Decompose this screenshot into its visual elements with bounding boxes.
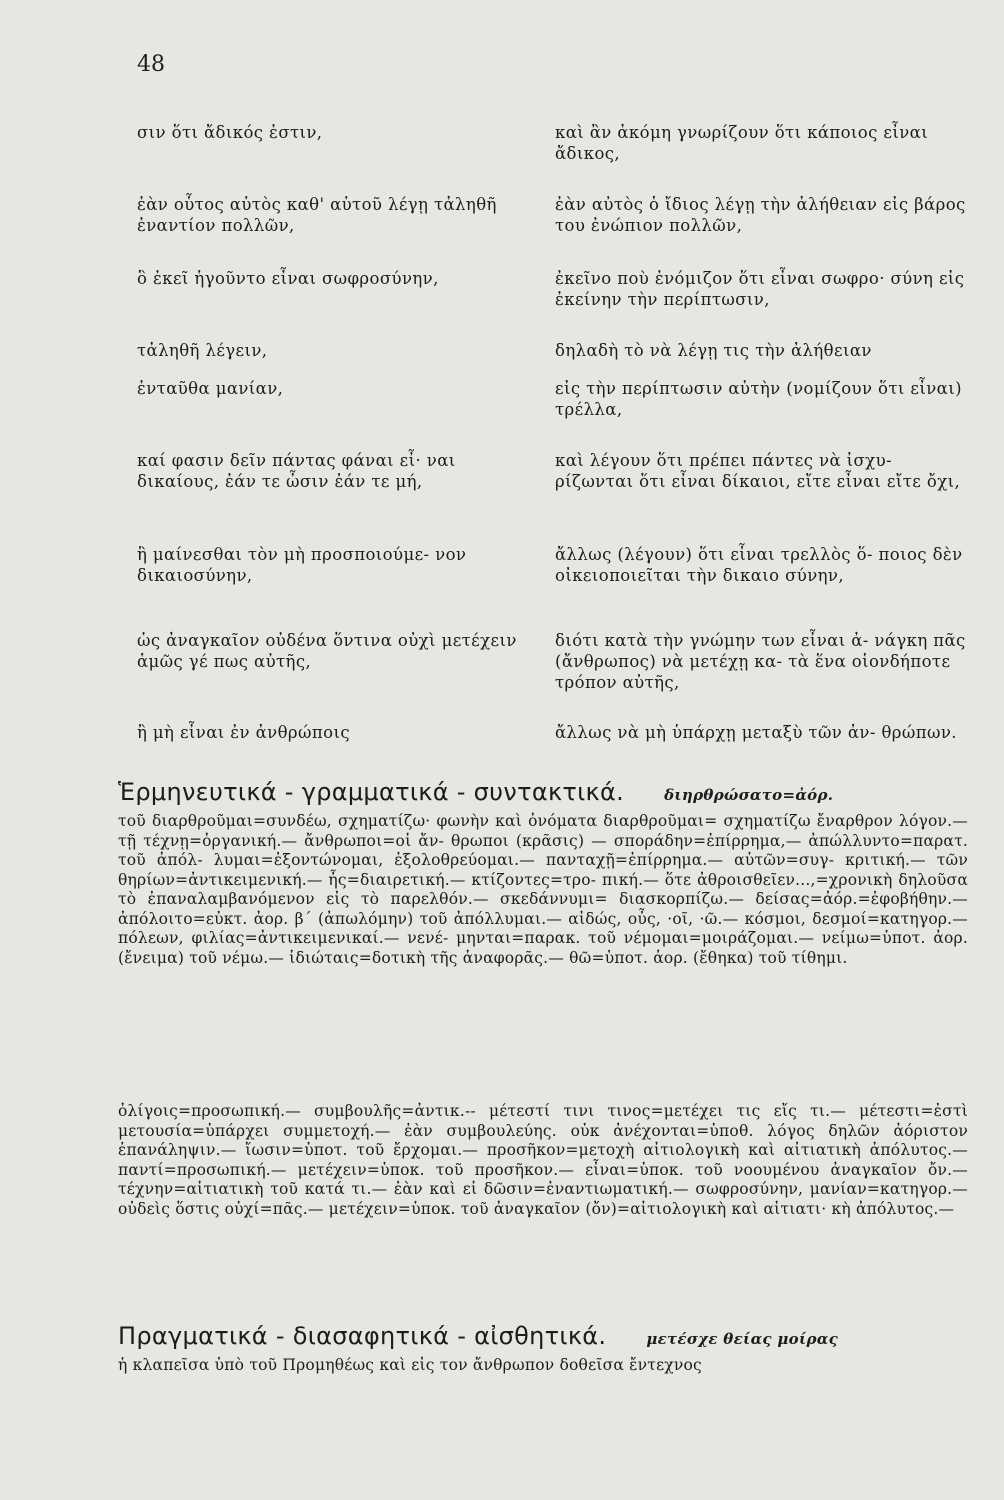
modern-text: καὶ λέγουν ὅτι πρέπει πάντες νὰ ἰσχυ- ρίζωνται ὅτι εἶναι δίκαιοι, εἴτε εἶναι εἴτε ὄχι, — [555, 451, 961, 491]
ancient-text: ἢ μὴ εἶναι ἐν ἀνθρώποις — [137, 723, 350, 742]
ancient-text: ὃ ἐκεῖ ἡγοῦντο εἶναι σωφροσύνην, — [137, 269, 439, 288]
section-heading-tail: μετέσχε θείας μοίρας — [646, 1330, 839, 1348]
ancient-text: τἀληθῆ λέγειν, — [137, 341, 268, 360]
ancient-text: ἐὰν οὗτος αὐτὸς καθ' αὑτοῦ λέγῃ τἀληθῆ ἐναντίον πολλῶν, — [137, 195, 497, 235]
page-number: 48 — [137, 52, 165, 77]
ancient-text: σιν ὅτι ἄδικός ἐστιν, — [137, 123, 323, 142]
ancient-text: ἐνταῦθα μανίαν, — [137, 379, 284, 398]
section-heading-tail: διηρθρώσατο=ἀόρ. — [664, 786, 834, 804]
grammar-notes — [118, 812, 968, 968]
modern-text: ἄλλως (λέγουν) ὅτι εἶναι τρελλὸς ὅ- ποιος δὲν οἰκειοποιεῖται τὴν δικαιο σύνην, — [555, 545, 963, 585]
modern-text: διότι κατὰ τὴν γνώμην των εἶναι ἀ- νάγκη πᾶς (ἄνθρωπος) νὰ μετέχῃ κα- τὰ ἕνα οἱονδήποτε τρόπον αὐτῆς, — [555, 631, 966, 692]
modern-text: ἄλλως νὰ μὴ ὑπάρχῃ μεταξὺ τῶν ἀν- θρώπων. — [555, 723, 957, 742]
modern-text: δηλαδὴ τὸ νὰ λέγῃ τις τὴν ἀλήθειαν — [555, 341, 872, 360]
section-heading-title: Πραγματικά - διασαφητικά - αἰσθητικά. — [118, 1322, 607, 1350]
section-heading-title: Ἑρμηνευτικά - γραμματικά - συντακτικά. — [118, 778, 625, 806]
ancient-text: ὡς ἀναγκαῖον οὐδένα ὅντινα οὐχὶ μετέχειν ἁμῶς γέ πως αὐτῆς, — [137, 631, 517, 671]
syntax-notes-text: ὀλίγοις=προσωπική.— συμβουλῆς=ἀντικ.-- μέτεστί τινι τινος=μετέχει τις εἴς τι.— μέτεστι=ἐστὶ μετουσία=ὑπάρχει συμμετοχή.— ἐὰν συμβουλεύης. οὐκ ἀνέχονται=ὑποθ. λόγος δηλῶν ἀόριστον ἐπανάληψιν.— ἴωσιν=ὑποτ. τοῦ ἔρχομαι.— προσῆκον=μετοχὴ αἰτιολογικὴ καὶ αἰτιατικὴ ἀπόλυτος.— παντί=προσωπική.— μετέχειν=ὑποκ. τοῦ προσῆκον.— εἶναι=ὑποκ. τοῦ νοουμένου ἀναγκαῖον ὄν.— τέχνην=αἰτιατικὴ τοῦ κατά τι.— ἐὰν καὶ εἰ δῶσιν=ἐναντιωματική.— σωφροσύνην, μανίαν=κατηγορ.— οὐδεὶς ὅστις οὐχί=πᾶς.— μετέχειν=ὑποκ. τοῦ ἀναγκαῖον (ὄν)=αἰτιολογικὴ καὶ αἰτιατι· κὴ ἀπόλυτος.— — [118, 1102, 968, 1218]
grammar-notes-text: τοῦ διαρθροῦμαι=συνδέω, σχηματίζω· φωνὴν καὶ ὀνόματα διαρθροῦμαι= σχηματίζω ἔναρθρον λόγον.— τῇ τέχνῃ=ὀργανική.— ἄνθρωποι=οἱ ἄν- θρωποι (κρᾶσις) — σποράδην=ἐπίρρημα,— ἀπώλλυντο=παρατ. τοῦ ἀπόλ- λυμαι=ἐξοντώνομαι, ἐξολοθρεύομαι.— πανταχῇ=ἐπίρρημα.— αὐτῶν=συγ- κριτική.— τῶν θηρίων=ἀντικειμενική.— ἧς=διαιρετική.— κτίζοντες=τρο- πική.— ὅτε ἀθροισθεῖεν...,=χρονικὴ δηλοῦσα τὸ ἐπαναλαμβανόμενον εἰς τὸ παρελθόν.— σκεδάννυμι= διασκορπίζω.— δείσας=ἀόρ.=ἐφοβήθην.— ἀπόλοιτο=εὐκτ. ἀορ. β΄ (ἀπωλόμην) τοῦ ἀπόλλυμαι.— αἰδώς, οὖς, ·οῖ, ·ῶ.— κόσμοι, δεσμοί=κατηγορ.— πόλεων, φιλίας=ἀντικειμενικαί.— νενέ- μηνται=παρακ. τοῦ νέμομαι=μοιράζομαι.— νείμω=ὑποτ. ἀορ. (ἔνειμα) τοῦ νέμω.— ἰδιώταις=δοτικὴ τῆς ἀναφορᾶς.— θῶ=ὑποτ. ἀορ. (ἔθηκα) τοῦ τίθημι. — [118, 812, 968, 967]
ancient-text: καί φασιν δεῖν πάντας φάναι εἶ· ναι δικαίους, ἐάν τε ὦσιν ἐάν τε μή, — [137, 451, 456, 491]
realia-notes-text: ἡ κλαπεῖσα ὑπὸ τοῦ Προμηθέως καὶ εἰς τον ἄνθρωπον δοθεῖσα ἔντεχνος — [118, 1356, 702, 1374]
section-heading-realia — [118, 1322, 838, 1350]
realia-notes — [118, 1356, 968, 1376]
syntax-notes — [118, 1102, 968, 1219]
modern-text: ἐὰν αὐτὸς ὁ ἴδιος λέγῃ τὴν ἀλήθειαν εἰς βάρος του ἐνώπιον πολλῶν, — [555, 195, 966, 235]
modern-text: καὶ ἂν ἀκόμη γνωρίζουν ὅτι κάποιος εἶναι ἄδικος, — [555, 123, 929, 163]
section-heading-grammar — [118, 778, 833, 806]
ancient-text: ἢ μαίνεσθαι τὸν μὴ προσποιούμε- νον δικαιοσύνην, — [137, 545, 467, 585]
modern-text: εἰς τὴν περίπτωσιν αὐτὴν (νομίζουν ὅτι εἶναι) τρέλλα, — [555, 379, 962, 419]
modern-text: ἐκεῖνο ποὺ ἐνόμιζον ὅτι εἶναι σωφρο· σύνη εἰς ἐκείνην τὴν περίπτωσιν, — [555, 269, 965, 309]
